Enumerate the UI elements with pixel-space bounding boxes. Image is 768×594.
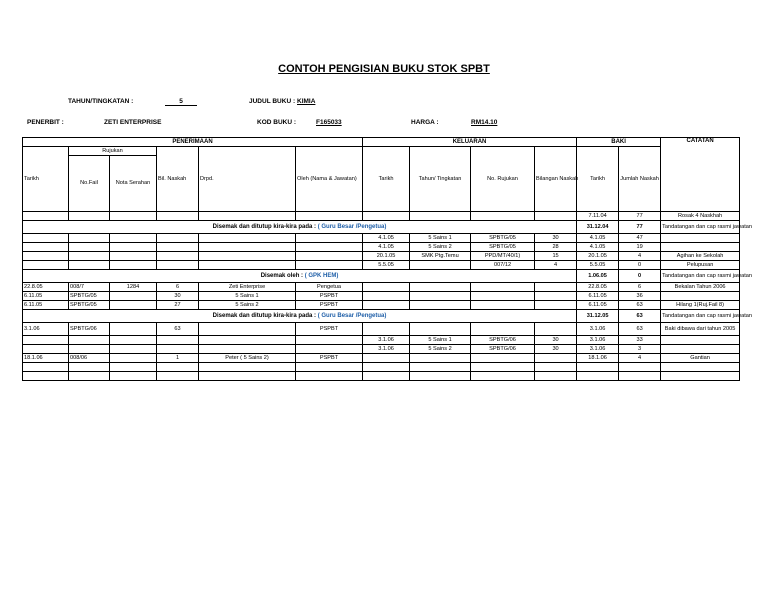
table-cell: [110, 323, 157, 336]
table-cell: [199, 261, 296, 270]
summary-row: [23, 221, 740, 234]
table-cell: 30: [535, 345, 577, 354]
table-cell: 4: [619, 354, 661, 363]
table-cell: SPBTG/05: [471, 243, 535, 252]
table-row: [23, 363, 740, 372]
table-cell: 20.1.05: [577, 252, 619, 261]
table-cell: Rosak 4 Naskhah: [661, 212, 740, 221]
table-cell: 30: [157, 292, 199, 301]
table-cell: 5.5.05: [363, 261, 410, 270]
catatan-cell: Tandatangan dan cap rasmi jawatan: [661, 221, 740, 234]
judul-label: JUDUL BUKU :: [249, 98, 296, 105]
table-cell: [69, 261, 110, 270]
table-cell: 33: [619, 336, 661, 345]
table-row: [23, 372, 740, 381]
table-cell: SPBTG/06: [69, 323, 110, 336]
table-cell: [577, 363, 619, 372]
header-baki-tarikh: Tarikh: [577, 147, 619, 212]
penerbit-value: ZETI ENTERPRISE: [104, 119, 162, 126]
header-no-rujukan: No. Rujukan: [471, 147, 535, 212]
table-cell: [471, 354, 535, 363]
table-cell: [199, 372, 296, 381]
table-cell: [661, 292, 740, 301]
table-cell: [199, 212, 296, 221]
table-cell: [410, 292, 471, 301]
table-cell: 5 Sains 2: [410, 243, 471, 252]
table-cell: [363, 212, 410, 221]
table-cell: [23, 252, 69, 261]
table-cell: SPBTG/05: [69, 292, 110, 301]
table-row: [23, 234, 740, 243]
table-row: [23, 301, 740, 310]
page-title: CONTOH PENGISIAN BUKU STOK SPBT: [278, 63, 490, 75]
header-tahun-tingkatan: Tahun/ Tingkatan: [410, 147, 471, 212]
table-cell: [199, 363, 296, 372]
table-cell: [69, 234, 110, 243]
table-cell: 6: [619, 283, 661, 292]
table-cell: [110, 234, 157, 243]
table-cell: Zeti Enterprise: [199, 283, 296, 292]
table-cell: 63: [157, 323, 199, 336]
table-cell: 36: [619, 292, 661, 301]
table-cell: [199, 243, 296, 252]
table-cell: [661, 336, 740, 345]
table-cell: 30: [535, 234, 577, 243]
table-cell: SPBTG/05: [69, 301, 110, 310]
header-bil-naskah: Bil. Naskah: [157, 147, 199, 212]
table-cell: [23, 243, 69, 252]
table-row: [23, 354, 740, 363]
table-cell: 4.1.05: [577, 243, 619, 252]
table-cell: [410, 301, 471, 310]
table-cell: 6.11.05: [23, 292, 69, 301]
summary-note: [23, 270, 577, 283]
table-cell: 4.1.05: [363, 234, 410, 243]
table-cell: [661, 345, 740, 354]
table-cell: 3.1.06: [577, 336, 619, 345]
header-tarikh: Tarikh: [23, 147, 69, 212]
table-cell: [110, 252, 157, 261]
baki-tarikh-cell: 31.12.05: [577, 310, 619, 323]
summary-signatory: ( Guru Besar /Pengetua): [317, 223, 387, 230]
catatan-cell: Tandatangan dan cap rasmi jawatan: [661, 310, 740, 323]
table-cell: [661, 243, 740, 252]
baki-jumlah-cell: 77: [619, 221, 661, 234]
table-cell: 4.1.05: [363, 243, 410, 252]
table-cell: [535, 301, 577, 310]
baki-tarikh-cell: 31.12.04: [577, 221, 619, 234]
table-cell: Pelupusan: [661, 261, 740, 270]
table-cell: [69, 345, 110, 354]
header-jumlah-naskah: Jumlah Naskah: [619, 147, 661, 212]
header-keluaran: KELUARAN: [363, 138, 577, 147]
table-cell: [296, 212, 363, 221]
table-cell: 3.1.06: [363, 345, 410, 354]
table-cell: 3.1.06: [577, 345, 619, 354]
table-row: [23, 252, 740, 261]
summary-note: [23, 221, 577, 234]
table-cell: [157, 363, 199, 372]
table-cell: PSPBT: [296, 354, 363, 363]
table-cell: 5 Sains 1: [410, 336, 471, 345]
table-cell: 15: [535, 252, 577, 261]
baki-jumlah-cell: 0: [619, 270, 661, 283]
header-oleh: Oleh (Nama & Jawatan): [296, 147, 363, 212]
table-cell: 4: [619, 252, 661, 261]
table-row: [23, 283, 740, 292]
table-cell: [410, 372, 471, 381]
header-keluaran-tarikh: Tarikh: [363, 147, 410, 212]
harga-value: RM14.10: [471, 119, 498, 126]
table-cell: 30: [535, 336, 577, 345]
stock-table: [22, 137, 752, 381]
table-cell: [363, 363, 410, 372]
table-cell: Gantian: [661, 354, 740, 363]
table-cell: 3.1.06: [23, 323, 69, 336]
table-cell: 77: [619, 212, 661, 221]
table-cell: Agihan ke Sekolah: [661, 252, 740, 261]
table-cell: [199, 323, 296, 336]
summary-signatory: ( Guru Besar /Pengetua): [317, 312, 387, 319]
table-cell: [23, 372, 69, 381]
table-cell: [471, 283, 535, 292]
table-cell: [471, 301, 535, 310]
table-cell: 6.11.05: [577, 292, 619, 301]
catatan-cell: Tandatangan dan cap rasmi jawatan: [661, 270, 740, 283]
table-cell: [661, 234, 740, 243]
table-cell: 1: [157, 354, 199, 363]
table-cell: [110, 212, 157, 221]
table-cell: [410, 354, 471, 363]
summary-note-text: Disemak dan ditutup kira-kira pada :: [212, 223, 317, 230]
table-row: [23, 292, 740, 301]
summary-note-text: Disemak dan ditutup kira-kira pada :: [212, 312, 317, 319]
table-cell: [410, 363, 471, 372]
table-row: [23, 336, 740, 345]
table-cell: [296, 363, 363, 372]
kod-label: KOD BUKU :: [257, 119, 296, 126]
table-row: [23, 212, 740, 221]
table-cell: [199, 234, 296, 243]
judul-value: KIMIA: [297, 98, 316, 105]
table-cell: [110, 345, 157, 354]
table-cell: SMK Ptg.Temu: [410, 252, 471, 261]
table-cell: [661, 372, 740, 381]
table-row: [23, 345, 740, 354]
summary-row: [23, 270, 740, 283]
table-cell: [69, 243, 110, 252]
table-cell: Bekalan Tahun 2006: [661, 283, 740, 292]
table-cell: [296, 261, 363, 270]
table-cell: [471, 212, 535, 221]
table-cell: 19: [619, 243, 661, 252]
table-cell: [69, 212, 110, 221]
table-cell: [535, 372, 577, 381]
table-cell: [110, 336, 157, 345]
table-cell: [363, 292, 410, 301]
table-cell: [619, 372, 661, 381]
table-cell: 4.1.05: [577, 234, 619, 243]
table-cell: 7.11.04: [577, 212, 619, 221]
table-cell: [23, 336, 69, 345]
table-cell: 4: [535, 261, 577, 270]
table-cell: [535, 212, 577, 221]
table-cell: [471, 372, 535, 381]
baki-tarikh-cell: 1.06.05: [577, 270, 619, 283]
table-cell: 27: [157, 301, 199, 310]
table-cell: [661, 363, 740, 372]
table-cell: [296, 252, 363, 261]
table-cell: [296, 345, 363, 354]
table-cell: Pengetua: [296, 283, 363, 292]
table-cell: 47: [619, 234, 661, 243]
header-nota-serahan: Nota Serahan: [110, 156, 157, 212]
table-cell: 3: [619, 345, 661, 354]
table-cell: 1284: [110, 283, 157, 292]
table-cell: [23, 261, 69, 270]
table-cell: 5 Sains 1: [410, 234, 471, 243]
table-cell: 008/7: [69, 283, 110, 292]
header-drpd: Drpd.: [199, 147, 296, 212]
table-cell: PSPBT: [296, 292, 363, 301]
table-cell: [363, 372, 410, 381]
table-cell: 22.8.05: [23, 283, 69, 292]
table-cell: [410, 283, 471, 292]
table-cell: [110, 261, 157, 270]
table-cell: 28: [535, 243, 577, 252]
header-rujukan: Rujukan: [69, 147, 157, 156]
table-cell: 5 Sains 2: [410, 345, 471, 354]
table-row: [23, 323, 740, 336]
table-cell: [410, 323, 471, 336]
summary-note-text: Disemak oleh :: [260, 272, 304, 279]
table-cell: [619, 363, 661, 372]
table-cell: 6: [157, 283, 199, 292]
table-cell: [535, 363, 577, 372]
table-cell: 3.1.06: [363, 336, 410, 345]
table-cell: [363, 283, 410, 292]
table-cell: PSPBT: [296, 301, 363, 310]
table-cell: [110, 292, 157, 301]
table-cell: [410, 261, 471, 270]
table-cell: [110, 301, 157, 310]
table-cell: 6.11.05: [577, 301, 619, 310]
table-cell: [157, 372, 199, 381]
table-cell: 0: [619, 261, 661, 270]
table-cell: [296, 243, 363, 252]
table-cell: [110, 372, 157, 381]
table-cell: PSPBT: [296, 323, 363, 336]
table-cell: [199, 252, 296, 261]
table-cell: 63: [619, 301, 661, 310]
kod-value: F165033: [316, 119, 342, 126]
table-cell: [199, 336, 296, 345]
table-cell: 18.1.06: [577, 354, 619, 363]
table-cell: [157, 336, 199, 345]
table-cell: [535, 292, 577, 301]
table-cell: [157, 212, 199, 221]
table-cell: [363, 354, 410, 363]
baki-jumlah-cell: 63: [619, 310, 661, 323]
table-cell: 5.5.05: [577, 261, 619, 270]
table-cell: Hilang 1(Ruj.Fail 8): [661, 301, 740, 310]
table-cell: SPBTG/06: [471, 345, 535, 354]
table-cell: [157, 243, 199, 252]
table-cell: [471, 292, 535, 301]
table-cell: 20.1.05: [363, 252, 410, 261]
header-bilangan-naskah: Bilangan Naskah: [535, 147, 577, 212]
harga-label: HARGA :: [411, 119, 439, 126]
table-cell: [110, 243, 157, 252]
table-cell: [110, 363, 157, 372]
table-cell: [23, 234, 69, 243]
penerbit-label: PENERBIT :: [27, 119, 64, 126]
table-cell: [363, 323, 410, 336]
table-cell: [296, 336, 363, 345]
tahun-label: TAHUN/TINGKATAN :: [68, 98, 134, 105]
table-cell: 5 Sains 1: [199, 292, 296, 301]
header-no-fail: No.Fail: [69, 156, 110, 212]
table-cell: [23, 363, 69, 372]
header-penerimaan: PENERIMAAN: [23, 138, 363, 147]
table-cell: 22.8.05: [577, 283, 619, 292]
summary-signatory: ( GPK HEM): [304, 272, 339, 279]
table-cell: [23, 345, 69, 354]
table-row: [23, 243, 740, 252]
header-catatan: CATATAN: [661, 138, 740, 212]
table-cell: [535, 323, 577, 336]
table-cell: 6.11.05: [23, 301, 69, 310]
summary-row: [23, 310, 740, 323]
table-cell: [69, 252, 110, 261]
summary-note: [23, 310, 577, 323]
header-baki: BAKI: [577, 138, 661, 147]
table-cell: PPD/MT/40/1): [471, 252, 535, 261]
table-cell: 63: [619, 323, 661, 336]
table-cell: Baki dibawa dari tahun 2005: [661, 323, 740, 336]
table-row: [23, 261, 740, 270]
table-cell: 18.1.06: [23, 354, 69, 363]
table-cell: [23, 212, 69, 221]
table-cell: [157, 234, 199, 243]
table-cell: [69, 372, 110, 381]
table-cell: [69, 336, 110, 345]
table-cell: SPBTG/05: [471, 234, 535, 243]
table-cell: [69, 363, 110, 372]
table-cell: 5 Sains 2: [199, 301, 296, 310]
table-cell: 008/06: [69, 354, 110, 363]
table-cell: [157, 345, 199, 354]
table-cell: [157, 252, 199, 261]
table-cell: [471, 363, 535, 372]
table-cell: [199, 345, 296, 354]
table-cell: [471, 323, 535, 336]
table-cell: SPBTG/06: [471, 336, 535, 345]
table-cell: 3.1.06: [577, 323, 619, 336]
table-cell: [535, 283, 577, 292]
table-cell: [296, 372, 363, 381]
table-cell: Peter ( 5 Sains 2): [199, 354, 296, 363]
table-cell: [157, 261, 199, 270]
table-cell: [363, 301, 410, 310]
table-cell: [535, 354, 577, 363]
table-cell: [110, 354, 157, 363]
table-cell: [410, 212, 471, 221]
table-cell: 007/12: [471, 261, 535, 270]
table-cell: [296, 234, 363, 243]
tahun-value: 5: [165, 98, 197, 106]
table-cell: [577, 372, 619, 381]
